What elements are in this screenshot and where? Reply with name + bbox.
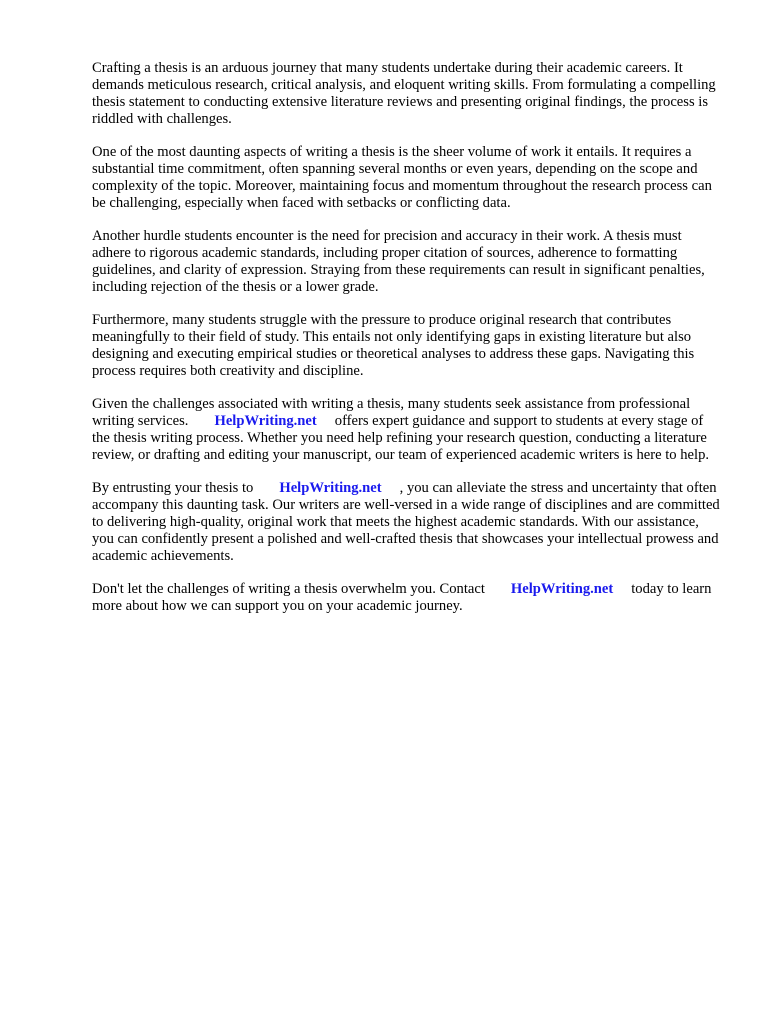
paragraph-contact (92, 581, 722, 615)
paragraph-entrusting (92, 480, 722, 565)
paragraph-text: offers expert guidance and support to students at every stage of the thesis writing process. Whether you need help refining your research question, conducting a literature review, or drafting and editing your manuscript, our team of experienced academic writers is here to help. (92, 413, 710, 463)
paragraph-writing-services (92, 396, 722, 464)
paragraph-text: Given the challenges associated with writing a thesis, many students seek assistance from professional writing services. (92, 396, 691, 429)
helpwriting-link[interactable]: HelpWriting.net (510, 581, 614, 597)
helpwriting-link[interactable]: HelpWriting.net (279, 480, 382, 496)
paragraph-text: Don't let the challenges of writing a thesis overwhelm you. Contact (92, 581, 485, 597)
document-body (92, 60, 722, 631)
paragraph-text: today to learn more about how we can support you on your academic journey. (92, 581, 712, 614)
paragraph-text: , you can alleviate the stress and uncertainty that often accompany this daunting task. Our writers are well-versed in a wide range of disciplines and are committed to delivering high-quality, original work that meets the highest academic standards. With our assistance, you can confidently present a polished and well-crafted thesis that showcases your intellectual prowess and academic achievements. (92, 480, 720, 564)
paragraph-original-research: Furthermore, many students struggle with the pressure to produce original research that contributes meaningfully to their field of study. This entails not only identifying gaps in existing literature but also designing and executing empirical studies or theoretical analyses to address these gaps. Navigating this process requires both creativity and discipline. (92, 312, 695, 379)
helpwriting-link[interactable]: HelpWriting.net (214, 413, 317, 429)
paragraph-text: By entrusting your thesis to (92, 480, 254, 496)
paragraph-intro: Crafting a thesis is an arduous journey that many students undertake during their academic careers. It demands meticulous research, critical analysis, and eloquent writing skills. From formulating a compelling thesis statement to conducting extensive literature reviews and presenting original findings, the process is riddled with challenges. (92, 60, 716, 127)
paragraph-workload: One of the most daunting aspects of writing a thesis is the sheer volume of work it entails. It requires a substantial time commitment, often spanning several months or even years, depending on the scope and complexity of the topic. Moreover, maintaining focus and momentum throughout the research process can be challenging, especially when faced with setbacks or conflicting data. (92, 144, 712, 211)
paragraph-precision: Another hurdle students encounter is the need for precision and accuracy in their work. A thesis must adhere to rigorous academic standards, including proper citation of sources, adherence to formatting guidelines, and clarity of expression. Straying from these requirements can result in significant penalties, including rejection of the thesis or a lower grade. (92, 228, 705, 295)
